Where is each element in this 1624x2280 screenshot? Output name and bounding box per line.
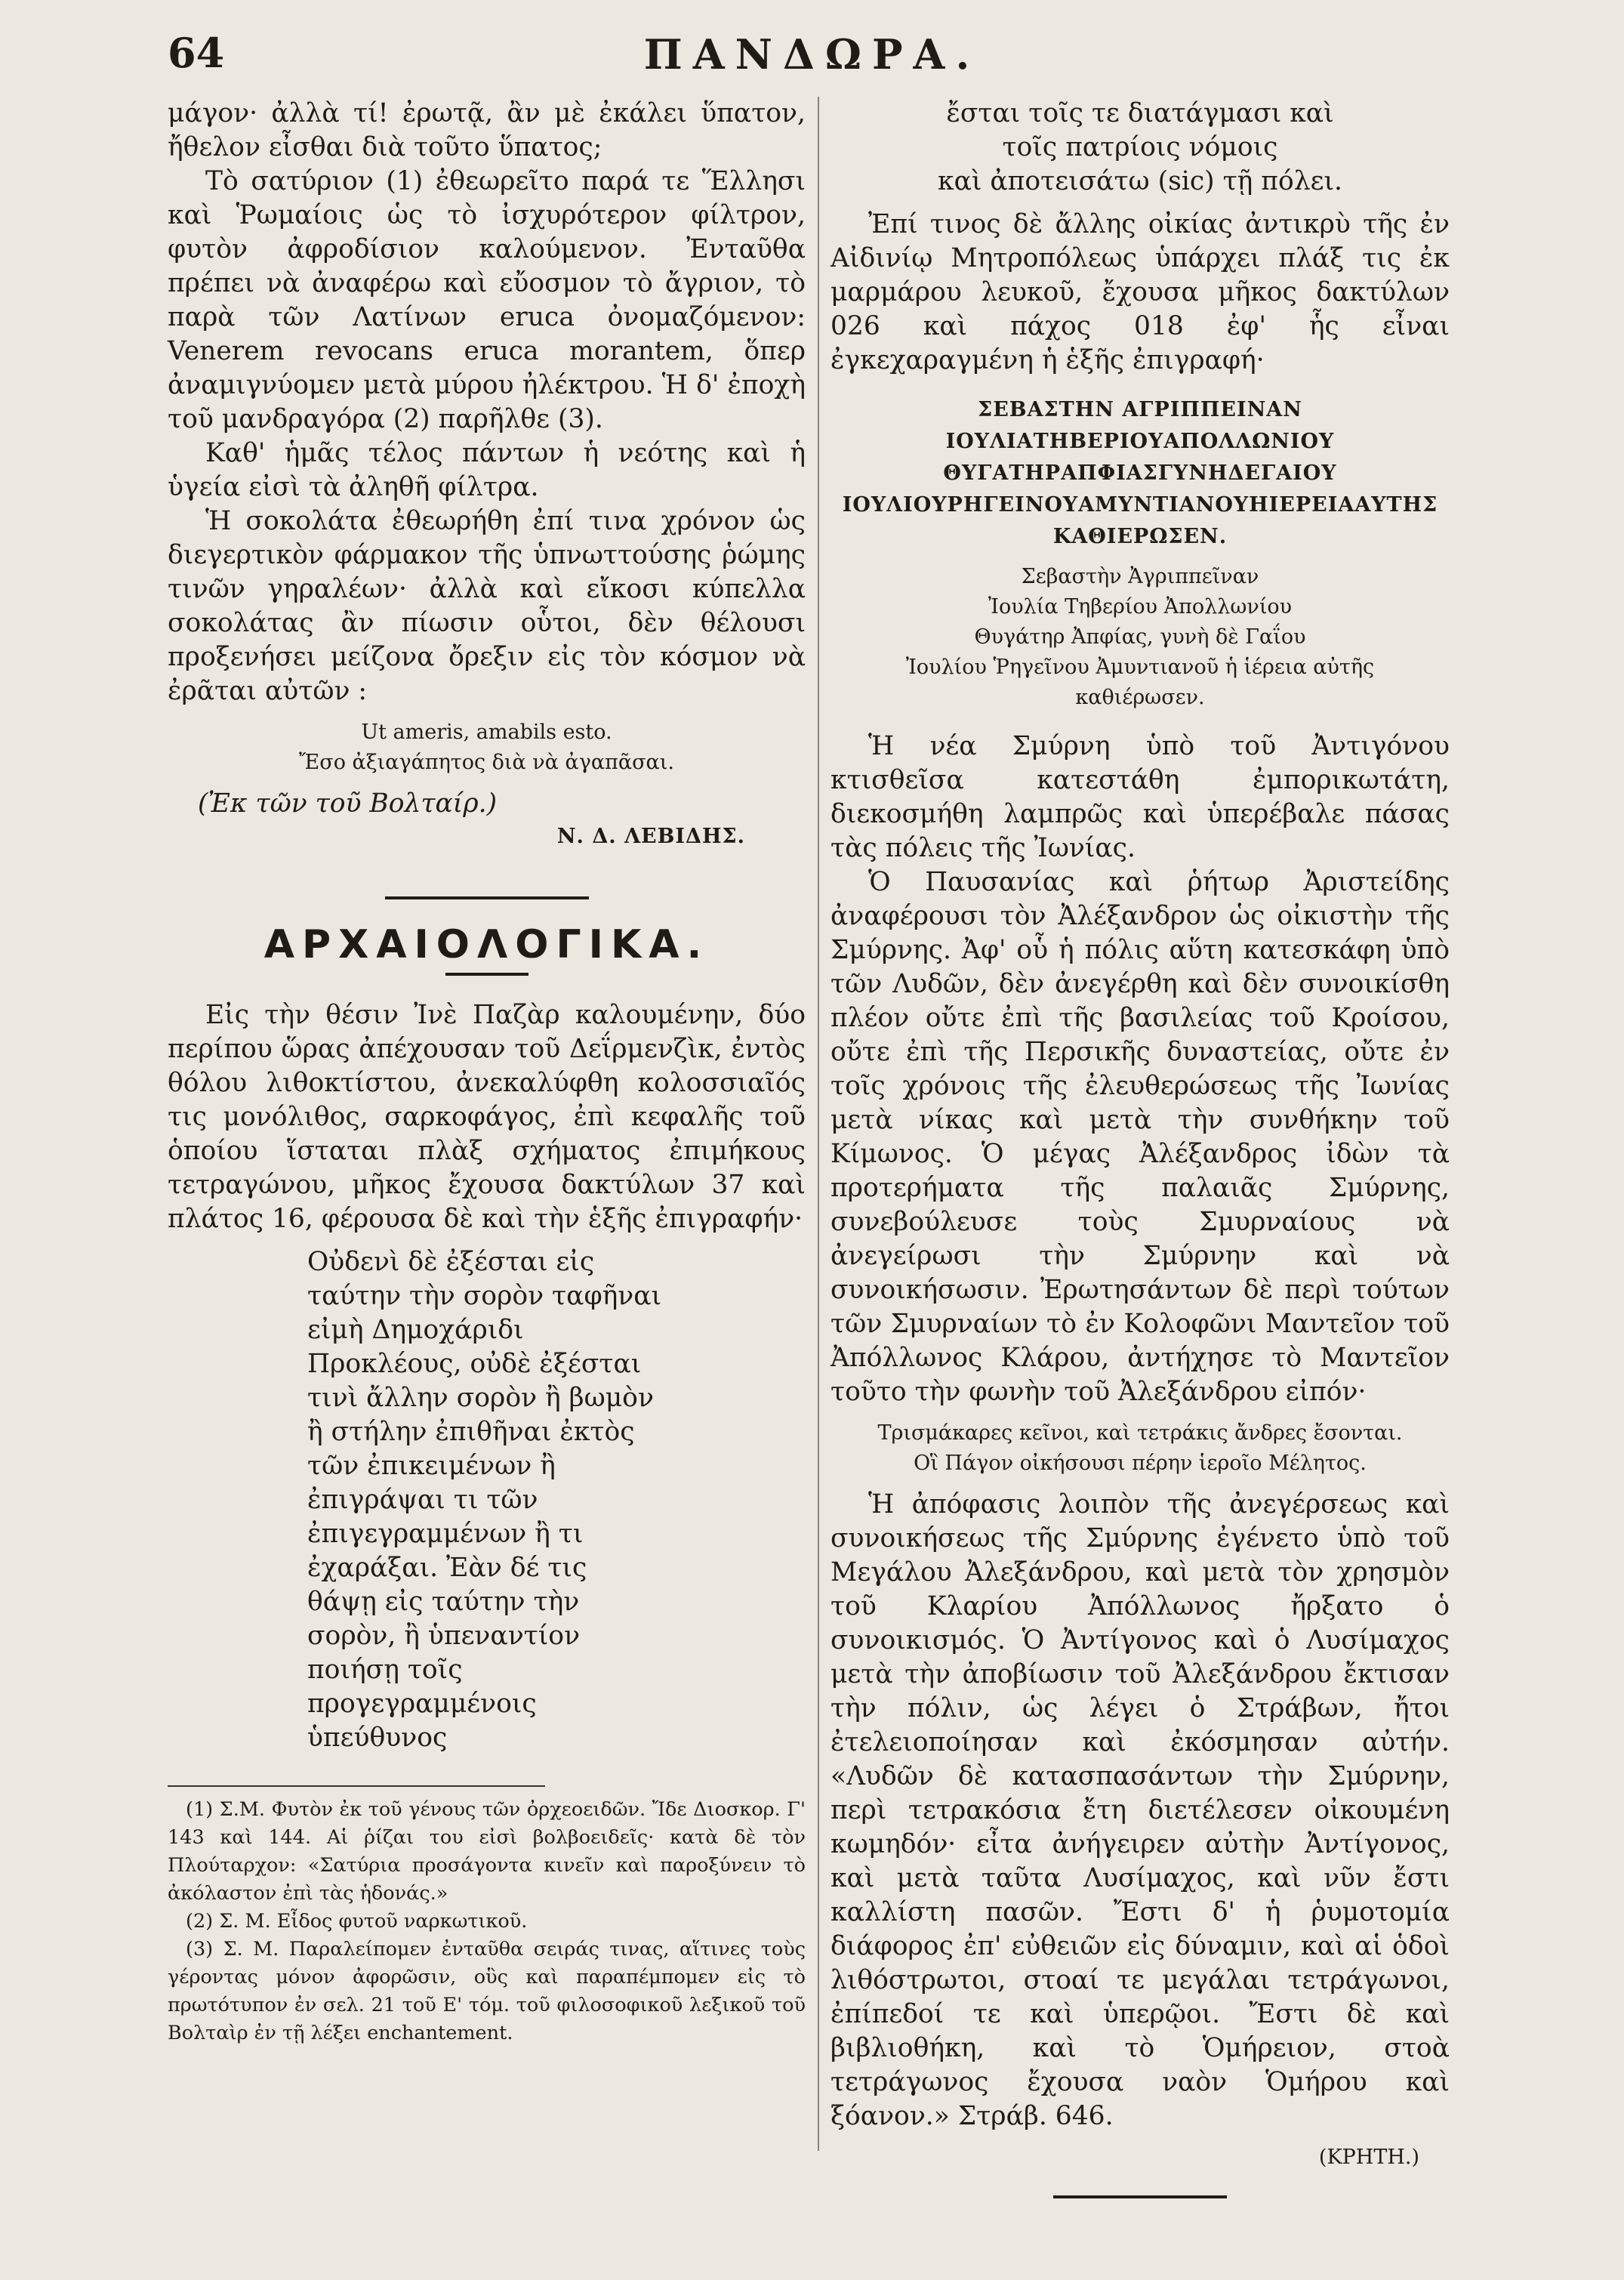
author-signature: Ν. Δ. ΛΕΒΙΔΗΣ. — [556, 825, 745, 848]
paragraph-chocolate: Ἡ σοκολάτα ἐθεωρήθη ἐπί τινα χρόνον ὡς διεγερτικὸν φάρμακον τῆς ὑπνωττούσης ῥώμης τινῶν γηραλέων· ἀλλὰ καὶ εἴκοσι κύπελλα σοκολάτας ἂν πίωσιν οὗτοι, δὲν θέλουσι προξενήσει μείζονα ὄρεξιν εἰς τὸν κόσμον νὰ ἐρᾶται αὐτῶν : — [168, 506, 806, 706]
left-column — [168, 97, 806, 2047]
transcription-line-5: καθιέρωσεν. — [1075, 686, 1205, 709]
footnote-1: (1) Σ.Μ. Φυτὸν ἐκ τοῦ γένους τῶν ὀρχεοειδῶν. Ἴδε Διοσκορ. Γ' 143 καὶ 144. Αἱ ῥίζαι του εἰσὶ βολβοειδεῖς· κατὰ δὲ τὸν Πλούταρχον: «Σατύρια προσάγοντα κινεῖν καὶ παροξύνειν τὸ ἀκόλαστον ἐπὶ τὰς ἡδονάς.» — [168, 1798, 806, 1905]
right-column — [830, 97, 1450, 2198]
inscription-line-4: ΙΟΥΛΙΟΥΡΗΓΕΙΝΟΥΑΜΥΝΤΙΑΝΟΥΗΙΕΡΕΙΑΑΥΤΗΣ — [842, 493, 1438, 517]
paragraph-satyrion: Τὸ σατύριον (1) ἐθεωρεῖτο παρά τε Ἕλλησι καὶ Ῥωμαίοις ὡς τὸ ἰσχυρότερον φίλτρον, φυτὸν ἀφροδίσιον καλούμενον. Ἐνταῦθα πρέπει νὰ ἀναφέρω καὶ εὔοσμον τὸ ἄγριον, τὸ παρὰ τῶν Λατίνων eruca ὀνομαζόμενον: Venerem revocans eruca morantem, ὅπερ ἀναμιγνύομεν μετὰ μύρου ἠλέκτρου. Ἡ δ' ἐποχὴ τοῦ μανδραγόρα (2) παρῆλθε (3). — [168, 166, 806, 434]
inscription-line-5: ΚΑΘΙΕΡΩΣΕΝ. — [1052, 525, 1228, 548]
footnotes — [168, 1796, 806, 2047]
footnotes-rule — [168, 1785, 545, 1787]
column-divider — [818, 97, 819, 2151]
epitaph-ending: ἔσται τοῖς τε διατάγμασι καὶ τοῖς πατρίοις νόμοις — [946, 98, 1334, 162]
inscription-line-2: ΙΟΥΛΙΑΤΗΒΕΡΙΟΥΑΠΟΛΛΩΝΙΟΥ — [945, 430, 1335, 453]
transcription-line-4: Ἰουλίου Ῥηγεῖνου Ἀμυντιανοῦ ἡ ἱέρεια αὐτῆς — [905, 656, 1375, 679]
paragraph-rebuilding: Ἡ ἀπόφασις λοιπὸν τῆς ἀνεγέρσεως καὶ συνοικήσεως τῆς Σμύρνης ἐγένετο ὑπὸ τοῦ Μεγάλου Ἀλεξάνδρου, καὶ μετὰ τὸν χρησμὸν τοῦ Κλαρίου Ἀπόλλωνος ἤρξατο ὁ συνοικισμός. Ὁ Ἀντίγονος καὶ ὁ Λυσίμαχος μετὰ τὴν ἀποβίωσιν τοῦ Ἀλεξάνδρου ἔκτισαν τὴν πόλιν, ὡς λέγει ὁ Στράβων, ἤτοι ἐτελειοποίησαν καὶ ἐκόσμησαν αὐτήν. «Λυδῶν δὲ κατασπασάντων τὴν Σμύρνην, περὶ τετρακόσια ἔτη διετέλεσεν οἰκουμένη κωμηδόν· εἶτα ἀνήγειρεν αὐτὴν Ἀντίγονος, καὶ μετὰ ταῦτα Λυσίμαχος, καὶ νῦν ἔστι καλλίστη πασῶν. Ἔστι δ' ἡ ῥυμοτομία διάφορος ἐπ' εὐθειῶν εἰς δύναμιν, καὶ αἱ ὁδοὶ λιθόστρωτοι, στοαί τε μεγάλαι τετράγωνοι, ἐπίπεδοί τε καὶ ὑπερῷοι. Ἔστι δὲ καὶ βιβλιοθήκη, καὶ τὸ Ὁμήρειον, στοὰ τετράγωνος ἔχουσα ναὸν Ὁμήρου καὶ ξόανον.» Στράβ. 646. — [830, 1489, 1450, 2131]
page-number: 64 — [168, 29, 225, 77]
paragraph-youth: Καθ' ἡμᾶς τέλος πάντων ἡ νεότης καὶ ἡ ὑγεία εἰσὶ τὰ ἀληθῆ φίλτρα. — [168, 438, 806, 502]
epitaph-text: Οὐδενὶ δὲ ἐξέσται εἰς ταύτην τὴν σορὸν ταφῆναι εἰμὴ Δημοχάριδι Προκλέους, οὐδὲ ἐξέσται τινὶ ἄλλην σορὸν ἢ βωμὸν ἢ στήλην ἐπιθῆναι ἐκτὸς τῶν ἐπικειμένων ἢ ἐπιγράψαι τι τῶν ἐπιγεγραμμένων ἢ τι ἐχαράξαι. Ἐὰν δέ τις θάψῃ εἰς ταύτην τὴν σορὸν, ἢ ὑπεναντίον ποιήσῃ τοῖς προγεγραμμένοις ὑπεύθυνος — [307, 1247, 662, 1753]
running-title: ΠΑΝΔΩΡΑ. — [643, 30, 981, 79]
transcription-block — [830, 562, 1450, 713]
end-rule — [1053, 2195, 1227, 2198]
paragraph-pausanias: Ὁ Παυσανίας καὶ ῥήτωρ Ἀριστείδης ἀναφέρουσι τὸν Ἀλέξανδρον ὡς οἰκιστὴν τῆς Σμύρνης. Ἀφ' οὗ ἡ πόλις αὕτη κατεσκάφη ὑπὸ τῶν Λυδῶν, δὲν ἀνεγέρθη καὶ δὲν συνοικίσθη πλέον οὔτε ἐπὶ τῆς βασιλείας τοῦ Κροίσου, οὔτε ἐπὶ τῆς Περσικῆς δυναστείας, οὔτε ἐν τοῖς χρόνοις τῆς ἐλευθερώσεως τῆς Ἰωνίας μετὰ νίκας καὶ μετὰ τὴν συνθήκην τοῦ Κίμωνος. Ὁ μέγας Ἀλέξανδρος ἰδὼν τὰ προτερήματα τῆς παλαιᾶς Σμύρνης, συνεβούλευσε τοὺς Σμυρναίους νὰ ἀνεγείρωσι τὴν Σμύρνην καὶ νὰ συνοικήσωσιν. Ἐρωτησάντων δὲ περὶ τούτων τῶν Σμυρναίων τὸ ἐν Κολοφῶνι Μαντεῖον τοῦ Ἀπόλλωνος Κλάρου, ἀντήχησε τὸ Μαντεῖον τοῦτο τὴν φωνὴν τοῦ Ἀλεξάνδρου εἰπόν· — [830, 867, 1450, 1407]
footnote-2: (2) Σ. Μ. Εἶδος φυτοῦ ναρκωτικοῦ. — [186, 1910, 528, 1933]
inscription-line-3: ΘΥΓΑΤΗΡΑΠΦΙΑΣΓΥΝΗΔΕΓΑΙΟΥ — [943, 461, 1337, 485]
inscription-line-1: ΣΕΒΑΣΤΗΝ ΑΓΡΙΠΠΕΙΝΑΝ — [978, 398, 1302, 421]
transcription-line-2: Ἰουλία Τηβερίου Ἀπολλωνίου — [988, 595, 1293, 619]
title-underline — [445, 973, 528, 976]
section-separator — [385, 896, 589, 899]
section-title: ΑΡΧΑΙΟΛΟΓΙΚΑ. — [263, 922, 710, 967]
paragraph-aidin: Ἐπί τινος δὲ ἄλλης οἰκίας ἀντικρὺ τῆς ἐν Αἰδινίῳ Μητροπόλεως ὑπάρχει πλάξ τις ἐκ μαρμάρου λευκοῦ, ἔχουσα μῆκος δακτύλων 026 καὶ πάχος 018 ἐφ' ἧς εἶναι ἐγκεχαραγμένη ἡ ἑξῆς ἐπιγραφή· — [830, 209, 1450, 375]
source-line: (Ἐκ τῶν τοῦ Βολταίρ.) — [198, 788, 498, 819]
transcription-line-1: Σεβαστὴν Ἀγριππεῖναν — [1021, 565, 1259, 588]
paragraph-new-smyrna: Ἡ νέα Σμύρνη ὑπὸ τοῦ Ἀντιγόνου κτισθεῖσα κατεστάθη ἐμπορικωτάτη, διεκοσμήθη λαμπρῶς καὶ ὑπερέβαλε πάσας τὰς πόλεις τῆς Ἰωνίας. — [830, 731, 1450, 863]
oracle-line-1: Τρισμάκαρες κεῖνοι, καὶ τετράκις ἄνδρες ἔσονται. — [877, 1421, 1403, 1445]
transcription-line-3: Θυγάτηρ Ἀπφίας, γυνὴ δὲ Γαΐου — [974, 625, 1306, 649]
article-signature: (ΚΡΗΤΗ.) — [1318, 2146, 1419, 2169]
latin-quote: Ut ameris, amabils esto. — [361, 720, 612, 744]
inscription-block — [830, 394, 1450, 553]
paragraph-sarcophagus: Εἰς τὴν θέσιν Ἰνὲ Παζὰρ καλουμένην, δύο περίπου ὥρας ἀπέχουσαν τοῦ Δεΐρμενζὶκ, ἐντὸς θόλου λιθοκτίστου, ἀνεκαλύφθη κολοσσιαῖός τις μονόλιθος, σαρκοφάγος, ἐπὶ κεφαλῆς τοῦ ὁποίου ἵσταται πλὰξ σχήματος ἐπιμήκους τετραγώνου, μῆκος ἔχουσα δακτύλων 37 καὶ πλάτος 16, φέρουσα δὲ καὶ τὴν ἑξῆς ἐπιγραφήν· — [168, 1000, 806, 1234]
footnote-3: (3) Σ. Μ. Παραλείπομεν ἐνταῦθα σειράς τινας, αἵτινες τοὺς γέροντας μόνον ἀφορῶσιν, οὓς καὶ παραπέμπομεν εἰς τὸ πρωτότυπον ἐν σελ. 21 τοῦ Ε' τόμ. τοῦ φιλοσοφικοῦ λεξικοῦ τοῦ Βολταὶρ ἐν τῇ λέξει enchantement. — [168, 1938, 806, 2044]
paragraph-continued: μάγον· ἀλλὰ τί! ἐρωτᾷ, ἂν μὲ ἐκάλει ὕπατον, ἤθελον εἶσθαι διὰ τοῦτο ὕπατος; — [168, 98, 806, 162]
oracle-line-2: Οἳ Πάγον οἰκήσουσι πέρην ἱεροῖο Μέλητος. — [914, 1452, 1367, 1475]
greek-quote: Ἔσο ἀξιαγάπητος διὰ νὰ ἀγαπᾶσαι. — [299, 751, 674, 774]
epitaph-ending-2: καὶ ἀποτεισάτω (sic) τῇ πόλει. — [938, 166, 1342, 196]
